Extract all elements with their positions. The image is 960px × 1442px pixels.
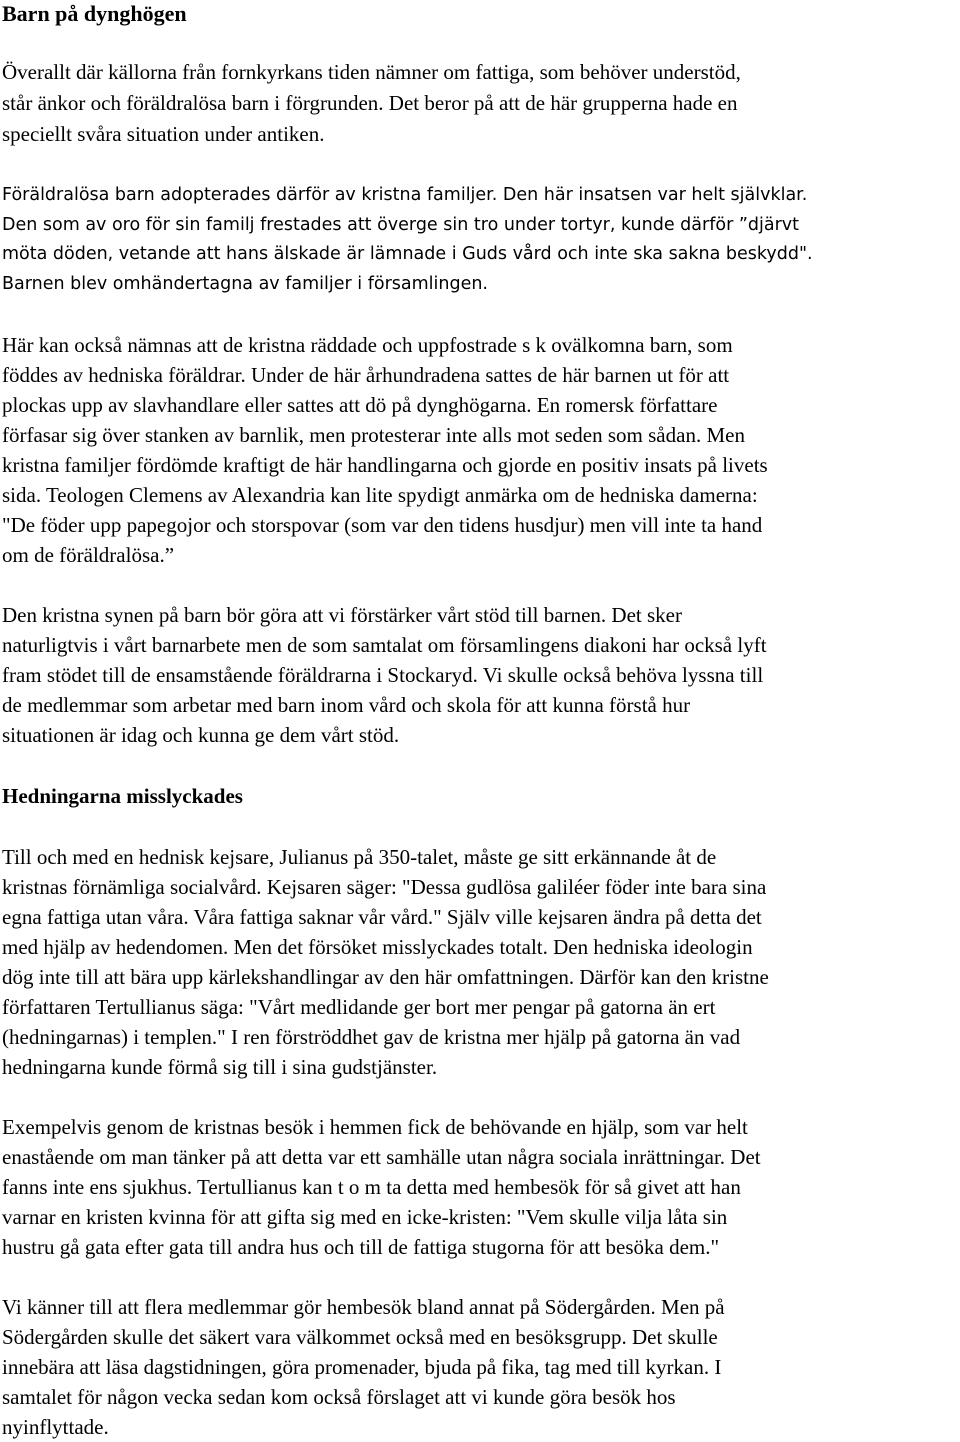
text-line: varnar en kristen kvinna för att gifta sig med en icke-kristen: "Vem skulle vilja låta sin — [2, 1205, 728, 1229]
text-line: Exempelvis genom de kristnas besök i hemmen fick de behövande en hjälp, som var helt — [2, 1115, 748, 1139]
text-line: dög inte till att bära upp kärlekshandlingar av den här omfattningen. Därför kan den kristne — [2, 965, 769, 989]
text-line: fram stödet till de ensamstående föräldrarna i Stockaryd. Vi skulle också behöva lyssna till — [2, 663, 764, 687]
text-line: sida. Teologen Clemens av Alexandria kan lite spydigt anmärka om de hedniska damerna: — [2, 483, 758, 507]
text-line: kristna familjer fördömde kraftigt de här handlingarna och gjorde en positiv insats på livets — [2, 453, 768, 477]
text-line: nyinflyttade. — [2, 1415, 109, 1439]
text-line: naturligtvis i vårt barnarbete men de som samtalat om församlingens diakoni har också lyft — [2, 633, 767, 657]
text-line: författaren Tertullianus säga: "Vårt medlidande ger bort mer pengar på gatorna än ert — [2, 995, 716, 1019]
text-line: "De föder upp papegojor och storspovar (som var den tidens husdjur) men vill inte ta hand — [2, 513, 763, 537]
text-line: hedningarna kunde förmå sig till i sina gudstjänster. — [2, 1055, 438, 1079]
text-line: Till och med en hednisk kejsare, Julianus på 350-talet, måste ge sitt erkännande åt de — [2, 845, 717, 869]
text-line: förfasar sig över stanken av barnlik, men protesterar inte alls mot seden som sådan. Men — [2, 423, 745, 447]
text-line: speciellt svåra situation under antiken. — [2, 122, 325, 146]
text-line: Vi känner till att flera medlemmar gör hembesök bland annat på Södergården. Men på — [2, 1295, 725, 1319]
text-line: situationen är idag och kunna ge dem vårt stöd. — [2, 723, 400, 747]
text-line: Barnen blev omhändertagna av familjer i församlingen. — [2, 274, 488, 294]
text-line: med hjälp av hedendomen. Men det försöket misslyckades totalt. Den hedniska ideologin — [2, 935, 753, 959]
page-title: Barn på dynghögen — [2, 1, 187, 26]
text-line: står änkor och föräldralösa barn i förgrunden. Det beror på att de här grupperna hade en — [2, 91, 738, 115]
section-heading: Hedningarna misslyckades — [2, 784, 243, 808]
text-line: kristnas förnämliga socialvård. Kejsaren säger: "Dessa gudlösa galiléer föder inte bara sina — [2, 875, 767, 899]
text-line: (hedningarnas) i templen." I ren förströddhet gav de kristna mer hjälp på gatorna än vad — [2, 1025, 741, 1049]
text-line: plockas upp av slavhandlare eller sattes att dö på dynghögarna. En romersk författare — [2, 393, 718, 417]
text-line: samtalet för någon vecka sedan kom också förslaget att vi kunde göra besök hos — [2, 1385, 676, 1409]
text-line: fanns inte ens sjukhus. Tertullianus kan t o m ta detta med hembesök för så givet att han — [2, 1175, 741, 1199]
text-line: Föräldralösa barn adopterades därför av kristna familjer. Den här insatsen var helt självklar. — [2, 185, 808, 205]
text-line: Här kan också nämnas att de kristna räddade och uppfostrade s k ovälkomna barn, som — [2, 333, 733, 357]
text-line: de medlemmar som arbetar med barn inom vård och skola för att kunna förstå hur — [2, 693, 691, 717]
text-line: enastående om man tänker på att detta var ett samhälle utan några sociala inrättningar. Det — [2, 1145, 761, 1169]
text-line: Överallt där källorna från fornkyrkans tiden nämner om fattiga, som behöver understöd, — [2, 60, 741, 84]
text-line: föddes av hedniska föräldrar. Under de här århundradena sattes de här barnen ut för att — [2, 363, 730, 387]
text-line: möta döden, vetande att hans älskade är lämnade i Guds vård och inte ska sakna beskydd". — [2, 244, 813, 264]
text-line: innebära att läsa dagstidningen, göra promenader, bjuda på fika, tag med till kyrkan. I — [2, 1355, 722, 1379]
text-line: Södergården skulle det säkert vara välkommet också med en besöksgrupp. Det skulle — [2, 1325, 718, 1349]
text-line: om de föräldralösa.” — [2, 543, 175, 567]
text-line: hustru gå gata efter gata till andra hus och till de fattiga stugorna för att besöka dem." — [2, 1235, 720, 1259]
text-line: Den kristna synen på barn bör göra att vi förstärker vårt stöd till barnen. Det sker — [2, 603, 682, 627]
text-line: Den som av oro för sin familj frestades att överge sin tro under tortyr, kunde därför ”djärvt — [2, 215, 799, 235]
text-line: egna fattiga utan våra. Våra fattiga saknar vår vård." Själv ville kejsaren ändra på detta det — [2, 905, 762, 929]
